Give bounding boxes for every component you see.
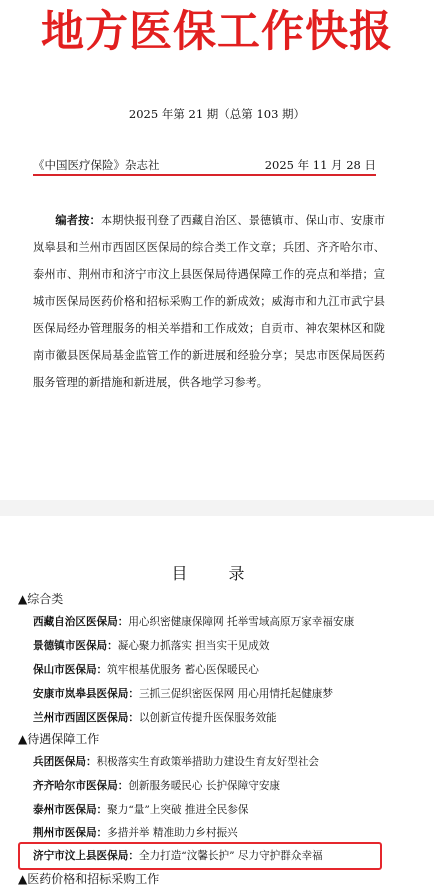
toc-item-title: 全力打造“汶馨长护” 尽力守护群众幸福 [138,850,323,862]
toc-item-title: 用心织密健康保障网 托举雪域高原万家幸福安康 [128,616,355,628]
toc-item[interactable] [33,684,333,704]
toc-item-title: 多措并举 精准助力乡村振兴 [107,827,238,839]
masthead-title: 地方医保工作快报 [41,7,393,57]
toc-item[interactable] [33,800,248,820]
toc-section-general[interactable]: ▲综合类 [18,592,64,606]
highlight-box [18,842,382,870]
toc-item-title: 凝心聚力抓落实 担当实干见成效 [117,640,270,652]
toc-item[interactable] [33,636,269,656]
page-break [0,500,434,516]
toc-item[interactable] [33,823,238,843]
editor-note-text: 本期快报刊登了西藏自治区、景德镇市、保山市、安康市岚皋县和兰州市西固区医保局的综合类工作文章；兵团、齐齐哈尔市、泰州市、荆州市和济宁市汶上县医保局待遇保障工作的亮点和举措；宣城市医保局医药价格和招标采购工作的新成效；威海市和九江市武宁县医保局经办管理服务的相关举措和工作成效；自贡市、神农架林区和陇南市徽县医保局基金监管工作的新进展和经验分享；吴忠市医保局医药服务管理的新措施和新进展，供各地学习参考。 [33,214,385,389]
toc-item-org: 兰州市西固区医保局： [33,712,139,724]
publisher-name: 《中国医疗保险》杂志社 [33,158,160,172]
toc-item-org: 兵团医保局： [33,756,97,768]
toc-item-title: 创新服务暖民心 长护保障守安康 [128,780,281,792]
header-rule [33,174,376,176]
toc-item-org: 西藏自治区医保局： [33,616,129,628]
toc-section-benefits[interactable]: ▲待遇保障工作 [18,732,100,746]
toc-item-title: 积极落实生育政策举措助力建设生育友好型社会 [96,756,320,768]
toc-item[interactable] [33,708,277,728]
publish-date: 2025 年 11 月 28 日 [264,158,376,172]
toc-item-title: 以创新宣传提升医保服务效能 [138,712,277,724]
toc-item-title: 三抓三促织密医保网 用心用情托起健康梦 [138,688,333,700]
toc-item[interactable] [33,776,280,796]
toc-item-title: 聚力“量”上突破 推进全民参保 [107,804,249,816]
toc-item[interactable] [33,752,319,772]
toc-item-title: 筑牢根基优服务 蓄心医保暖民心 [107,664,259,676]
toc-item-org: 安康市岚皋县医保局： [33,688,139,700]
toc-item-org: 景德镇市医保局： [33,640,118,652]
toc-item-org: 齐齐哈尔市医保局： [33,780,129,792]
editor-note [33,207,385,396]
toc-item-org: 荆州市医保局： [33,827,108,839]
toc-item[interactable] [33,660,259,680]
toc-item-org: 泰州市医保局： [33,804,108,816]
toc-section-pricing[interactable]: ▲医药价格和招标采购工作 [18,872,160,886]
toc-item[interactable] [33,612,354,632]
issue-number: 2025 年第 21 期（总第 103 期） [128,107,306,121]
editor-note-label: 编者按： [55,213,101,227]
toc-item-org: 济宁市汶上县医保局： [33,850,139,862]
toc-item-org: 保山市医保局： [33,664,108,676]
toc-title: 目 录 [171,564,263,583]
